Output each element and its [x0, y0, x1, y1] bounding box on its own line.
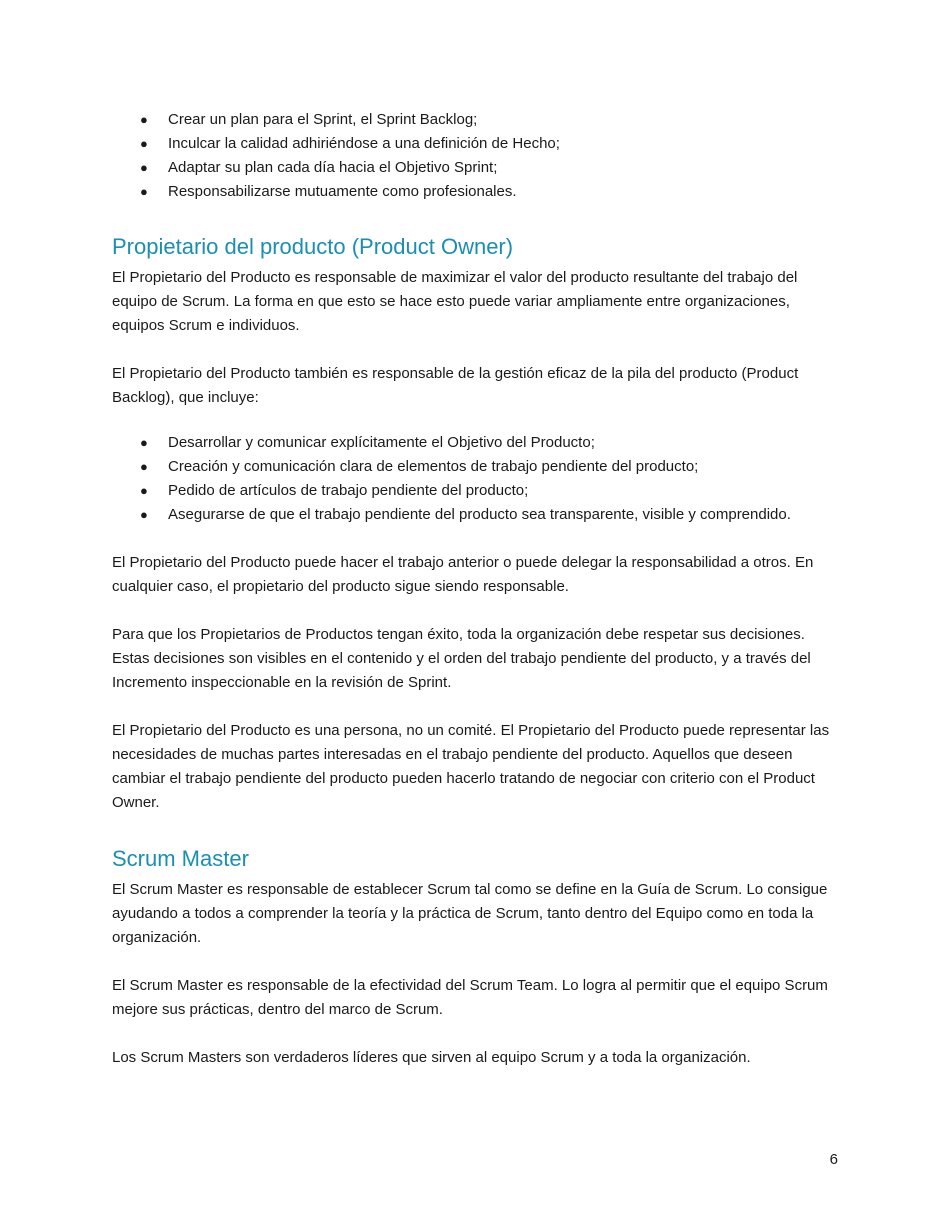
list-item: ● Responsabilizarse mutuamente como profesionales. [112, 180, 842, 204]
bullet-icon: ● [140, 459, 148, 474]
product-owner-paragraph-5: El Propietario del Producto es una persona, no un comité. El Propietario del Producto puede representar las necesidades de muchas partes interesadas en el trabajo pendiente del producto. Aquellos que deseen cambiar el trabajo pendiente del producto pueden hacerlo tratando de negociar con criterio con el Product Owner. [112, 722, 830, 811]
product-owner-paragraph-3: El Propietario del Producto puede hacer el trabajo anterior o puede delegar la responsabilidad a otros. En cualquier caso, el propietario del producto sigue siendo responsable. [112, 554, 814, 595]
product-owner-paragraph-4: Para que los Propietarios de Productos tengan éxito, toda la organización debe respetar sus decisiones. Estas decisiones son visibles en el contenido y el orden del trabajo pendiente del producto, y a través del Incremento inspeccionable en la revisión de Sprint. [112, 626, 811, 691]
bullet-icon: ● [140, 435, 148, 450]
list-item: ● Pedido de artículos de trabajo pendiente del producto; [112, 479, 842, 503]
bullet-icon: ● [140, 112, 148, 127]
scrum-master-paragraph-3: Los Scrum Masters son verdaderos líderes que sirven al equipo Scrum y a toda la organización. [112, 1049, 751, 1066]
bullet-icon: ● [140, 483, 148, 498]
scrum-master-heading: Scrum Master [112, 846, 249, 871]
list-item: ● Adaptar su plan cada día hacia el Objetivo Sprint; [112, 156, 842, 180]
product-owner-heading: Propietario del producto (Product Owner) [112, 234, 514, 259]
scrum-master-paragraph-2: El Scrum Master es responsable de la efectividad del Scrum Team. Lo logra al permitir que el equipo Scrum mejore sus prácticas, dentro del marco de Scrum. [112, 977, 828, 1018]
sprint-goals-list [112, 108, 842, 204]
product-owner-paragraph-2: El Propietario del Producto también es responsable de la gestión eficaz de la pila del producto (Product Backlog), que incluye: [112, 365, 799, 406]
list-item: ● Asegurarse de que el trabajo pendiente del producto sea transparente, visible y comprendido. [112, 503, 842, 527]
bullet-icon: ● [140, 184, 148, 199]
bullet-icon: ● [140, 160, 148, 175]
list-item: ● Creación y comunicación clara de elementos de trabajo pendiente del producto; [112, 455, 842, 479]
bullet-icon: ● [140, 507, 148, 522]
list-item: ● Inculcar la calidad adhiriéndose a una definición de Hecho; [112, 132, 842, 156]
document-page [112, 108, 842, 1094]
page-number: 6 [829, 1151, 838, 1168]
list-item: ● Crear un plan para el Sprint, el Sprint Backlog; [112, 108, 842, 132]
product-backlog-list [112, 431, 842, 527]
bullet-icon: ● [140, 136, 148, 151]
list-item: ● Desarrollar y comunicar explícitamente el Objetivo del Producto; [112, 431, 842, 455]
scrum-master-paragraph-1: El Scrum Master es responsable de establecer Scrum tal como se define en la Guía de Scrum. Lo consigue ayudando a todos a comprender la teoría y la práctica de Scrum, tanto dentro del Equipo como en toda la organización. [112, 881, 828, 946]
product-owner-paragraph-1: El Propietario del Producto es responsable de maximizar el valor del producto resultante del trabajo del equipo de Scrum. La forma en que esto se hace esto puede variar ampliamente entre organizaciones, equipos Scrum e individuos. [112, 269, 798, 334]
